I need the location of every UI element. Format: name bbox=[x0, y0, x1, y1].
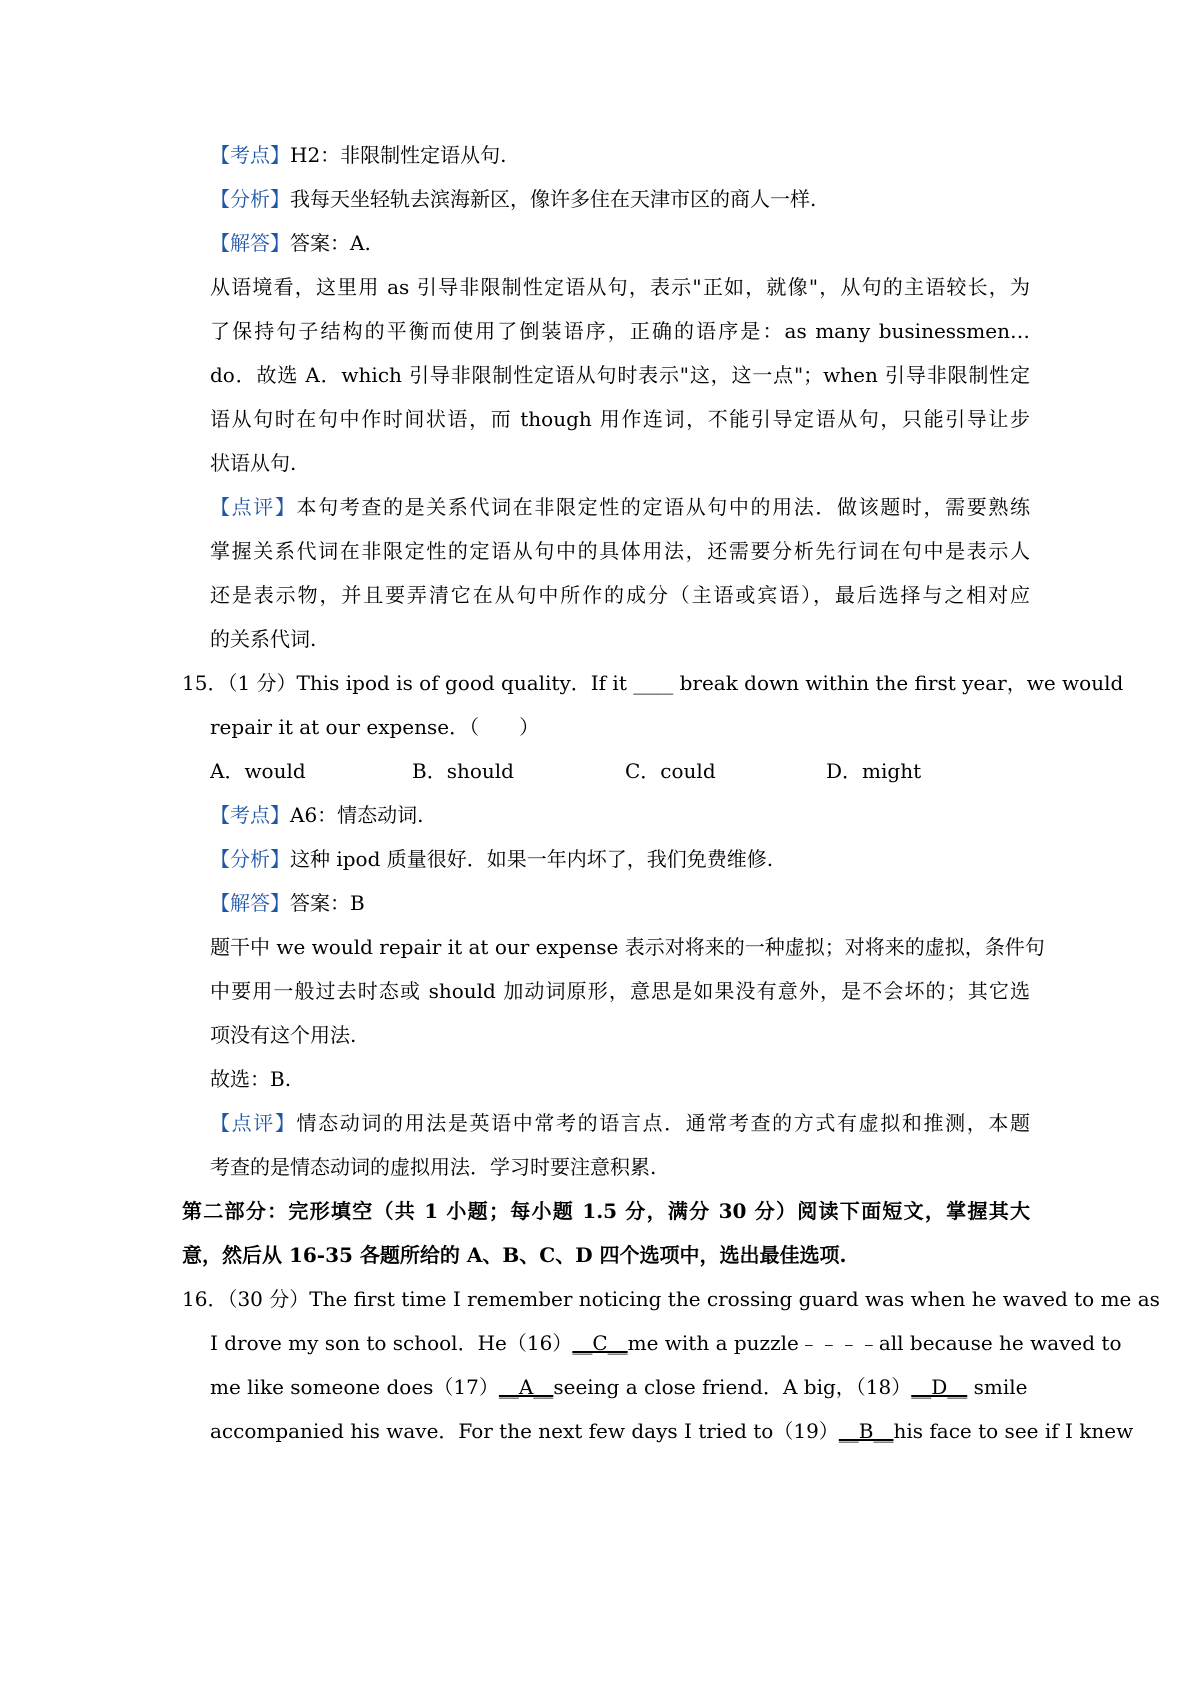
option-a: A．would bbox=[210, 759, 306, 783]
jieda-line-q15 bbox=[210, 889, 365, 917]
passage-text: me like someone does（17） bbox=[210, 1375, 499, 1399]
dianping-body-line: 的关系代词. bbox=[210, 627, 317, 651]
fenxi-line-q15 bbox=[210, 845, 773, 873]
jieda-body-line: 语从句时在句中作时间状语，而 though 用作连词，不能引导定语从句，只能引导让步 bbox=[210, 407, 1030, 431]
jieda-text: 答案：A. bbox=[290, 231, 371, 255]
question-16-passage-line bbox=[210, 1417, 1133, 1445]
fenxi-tag: 【分析】 bbox=[210, 847, 290, 871]
passage-text: seeing a close friend．A big，（18） bbox=[553, 1375, 912, 1399]
jieda-line-q14 bbox=[210, 229, 371, 257]
passage-text: I drove my son to school．He（16） bbox=[210, 1331, 573, 1355]
fenxi-text: 这种 ipod 质量很好．如果一年内坏了，我们免费维修. bbox=[290, 847, 774, 871]
fenxi-text: 我每天坐轻轨去滨海新区，像许多住在天津市区的商人一样. bbox=[290, 187, 817, 211]
dianping-tag: 【点评】 bbox=[210, 495, 297, 519]
jieda-tag: 【解答】 bbox=[210, 891, 290, 915]
passage-text: his face to see if I knew bbox=[893, 1419, 1134, 1443]
question-16-passage-line: 16．（30 分）The first time I remember noticing the crossing guard was when he waved to me as bbox=[182, 1287, 1160, 1311]
jieda-body-line: 项没有这个用法. bbox=[210, 1023, 357, 1047]
passage-text: smile bbox=[967, 1375, 1028, 1399]
kaodian-tag: 【考点】 bbox=[210, 143, 290, 167]
final-answer-line: 故选：B. bbox=[210, 1067, 292, 1091]
kaodian-tag: 【考点】 bbox=[210, 803, 290, 827]
fenxi-tag: 【分析】 bbox=[210, 187, 290, 211]
dianping-body-line: 还是表示物，并且要弄清它在从句中所作的成分（主语或宾语），最后选择与之相对应 bbox=[210, 583, 1030, 607]
question-16-passage-line bbox=[210, 1329, 1122, 1357]
kaodian-text: A6：情态动词. bbox=[290, 803, 424, 827]
jieda-body-line: 题干中 we would repair it at our expense 表示对将来的一种虚拟；对将来的虚拟，条件句 bbox=[210, 935, 1045, 959]
jieda-text: 答案：B bbox=[290, 891, 365, 915]
jieda-body-line: 从语境看，这里用 as 引导非限制性定语从句，表示"正如，就像"，从句的主语较长，为 bbox=[210, 275, 1030, 299]
passage-text: accompanied his wave．For the next few days I tried to（19） bbox=[210, 1419, 839, 1443]
kaodian-line-q15 bbox=[210, 801, 424, 829]
kaodian-text: H2：非限制性定语从句. bbox=[290, 143, 507, 167]
part-two-heading-cont: 意，然后从 16-35 各题所给的 A、B、C、D 四个选项中，选出最佳选项. bbox=[182, 1243, 847, 1267]
blank-answer-16: __C__ bbox=[572, 1331, 628, 1355]
fenxi-line-q14 bbox=[210, 185, 816, 213]
jieda-tag: 【解答】 bbox=[210, 231, 290, 255]
jieda-body-line: 了保持句子结构的平衡而使用了倒装语序，正确的语序是：as many businessmen… bbox=[210, 319, 1030, 343]
question-15-stem: 15．（1 分）This ipod is of good quality．If it ____ break down within the first year，we would bbox=[182, 671, 1124, 695]
option-d: D．might bbox=[826, 759, 922, 783]
question-16-passage-line bbox=[210, 1373, 1028, 1401]
dianping-text: 情态动词的用法是英语中常考的语言点．通常考查的方式有虚拟和推测，本题 bbox=[296, 1111, 1031, 1135]
blank-answer-17: __A__ bbox=[498, 1375, 554, 1399]
kaodian-line-q14 bbox=[210, 141, 507, 169]
dianping-line-q14 bbox=[210, 493, 1030, 521]
dianping-text: 本句考查的是关系代词在非限定性的定语从句中的用法．做该题时，需要熟练 bbox=[296, 495, 1031, 519]
option-b: B．should bbox=[412, 759, 514, 783]
option-c: C．could bbox=[625, 759, 716, 783]
dianping-line-q15 bbox=[210, 1109, 1030, 1137]
passage-text: me with a puzzle﹣﹣﹣﹣all because he waved to bbox=[627, 1331, 1122, 1355]
dianping-tag: 【点评】 bbox=[210, 1111, 297, 1135]
blank-answer-19: __B__ bbox=[838, 1419, 894, 1443]
dianping-body-line: 考查的是情态动词的虚拟用法．学习时要注意积累. bbox=[210, 1155, 657, 1179]
jieda-body-line: do．故选 A．which 引导非限制性定语从句时表示"这，这一点"；when 引导非限制性定 bbox=[210, 363, 1030, 387]
question-15-stem-cont: repair it at our expense．（ ） bbox=[210, 715, 540, 739]
jieda-body-line: 中要用一般过去时态或 should 加动词原形，意思是如果没有意外，是不会坏的；其它选 bbox=[210, 979, 1030, 1003]
blank-answer-18: __D__ bbox=[911, 1375, 968, 1399]
part-two-heading: 第二部分：完形填空（共 1 小题；每小题 1.5 分，满分 30 分）阅读下面短文，掌握其大 bbox=[182, 1199, 1030, 1223]
dianping-body-line: 掌握关系代词在非限定性的定语从句中的具体用法，还需要分析先行词在句中是表示人 bbox=[210, 539, 1030, 563]
jieda-body-line: 状语从句. bbox=[210, 451, 297, 475]
